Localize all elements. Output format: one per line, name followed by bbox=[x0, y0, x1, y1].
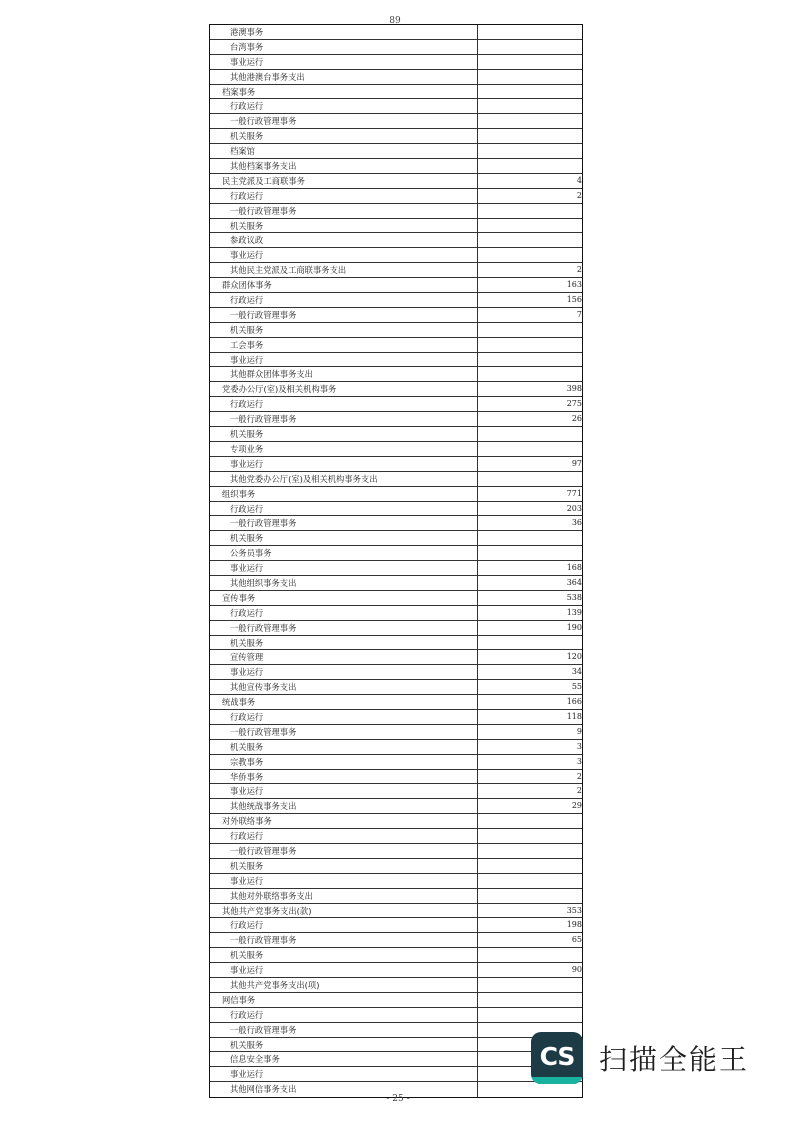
row-item-value: 55 bbox=[571, 682, 582, 692]
row-item-name: 行政运行 bbox=[210, 606, 478, 620]
row-item-name: 其他网信事务支出 bbox=[210, 1082, 478, 1097]
table-row bbox=[210, 472, 582, 487]
row-item-value bbox=[478, 531, 582, 545]
row-item-name: 行政运行 bbox=[210, 397, 478, 411]
row-item-name: 机关服务 bbox=[210, 531, 478, 545]
table-row bbox=[210, 308, 582, 323]
table-row bbox=[210, 844, 582, 859]
page-number: - 25 - bbox=[386, 1094, 410, 1104]
row-item-value bbox=[478, 948, 582, 962]
row-item-name: 一般行政管理事务 bbox=[210, 308, 478, 322]
row-item-value: 29 bbox=[571, 801, 582, 811]
row-item-name: 行政运行 bbox=[210, 293, 478, 307]
row-item-name: 信息安全事务 bbox=[210, 1052, 478, 1066]
row-item-name: 机关服务 bbox=[210, 219, 478, 233]
row-item-name: 其他统战事务支出 bbox=[210, 799, 478, 813]
row-item-name: 事业运行 bbox=[210, 248, 478, 262]
row-item-name: 机关服务 bbox=[210, 740, 478, 754]
row-item-value bbox=[478, 889, 582, 903]
row-item-name: 事业运行 bbox=[210, 1067, 478, 1081]
row-item-value: 3 bbox=[576, 756, 582, 766]
table-row bbox=[210, 25, 582, 40]
table-row bbox=[210, 1038, 582, 1053]
row-item-name: 党委办公厅(室)及相关机构事务 bbox=[210, 382, 478, 396]
row-item-name: 一般行政管理事务 bbox=[210, 844, 478, 858]
row-item-value: 198 bbox=[566, 920, 582, 930]
row-item-name: 一般行政管理事务 bbox=[210, 204, 478, 218]
row-item-value bbox=[478, 546, 582, 560]
table-row bbox=[210, 70, 582, 85]
table-row bbox=[210, 978, 582, 993]
row-item-value: 118 bbox=[566, 711, 582, 721]
row-item-value bbox=[478, 338, 582, 352]
row-item-value: 120 bbox=[566, 652, 582, 662]
row-item-name: 行政运行 bbox=[210, 1008, 478, 1022]
row-item-name: 一般行政管理事务 bbox=[210, 621, 478, 635]
table-row bbox=[210, 904, 582, 919]
row-item-name: 华侨事务 bbox=[210, 770, 478, 784]
row-item-name: 民主党派及工商联事务 bbox=[210, 174, 478, 188]
row-item-value bbox=[478, 442, 582, 456]
row-item-value: 771 bbox=[566, 488, 582, 498]
table-row bbox=[210, 397, 582, 412]
table-row bbox=[210, 710, 582, 725]
row-item-name: 统战事务 bbox=[210, 695, 478, 709]
row-item-name: 群众团体事务 bbox=[210, 278, 478, 292]
row-item-name: 事业运行 bbox=[210, 665, 478, 679]
table-row bbox=[210, 725, 582, 740]
row-item-name: 组织事务 bbox=[210, 487, 478, 501]
table-row bbox=[210, 695, 582, 710]
row-item-value: 139 bbox=[566, 607, 582, 617]
table-row bbox=[210, 784, 582, 799]
row-item-value: 4 bbox=[576, 175, 582, 185]
row-item-name: 行政运行 bbox=[210, 189, 478, 203]
row-item-name: 宣传事务 bbox=[210, 591, 478, 605]
table-row bbox=[210, 159, 582, 174]
table-row bbox=[210, 457, 582, 472]
row-item-name: 对外联络事务 bbox=[210, 814, 478, 828]
row-item-value bbox=[478, 129, 582, 143]
row-item-name: 行政运行 bbox=[210, 918, 478, 932]
row-item-name: 参政议政 bbox=[210, 233, 478, 247]
table-row bbox=[210, 427, 582, 442]
row-item-name: 行政运行 bbox=[210, 829, 478, 843]
row-item-name: 机关服务 bbox=[210, 323, 478, 337]
table-row bbox=[210, 546, 582, 561]
row-item-name: 专项业务 bbox=[210, 442, 478, 456]
row-item-value: 166 bbox=[566, 697, 582, 707]
table-row bbox=[210, 293, 582, 308]
table-row bbox=[210, 1052, 582, 1067]
table-row bbox=[210, 799, 582, 814]
row-item-value bbox=[478, 219, 582, 233]
row-item-value bbox=[478, 844, 582, 858]
table-row bbox=[210, 55, 582, 70]
row-item-value bbox=[478, 25, 582, 39]
row-item-value bbox=[478, 367, 582, 381]
row-item-name: 机关服务 bbox=[210, 948, 478, 962]
table-row bbox=[210, 323, 582, 338]
table-row bbox=[210, 606, 582, 621]
row-item-value bbox=[478, 248, 582, 262]
row-item-value bbox=[478, 814, 582, 828]
row-item-value: 34 bbox=[571, 667, 582, 677]
row-item-name: 一般行政管理事务 bbox=[210, 725, 478, 739]
row-item-value: 2 bbox=[576, 771, 582, 781]
row-item-value: 364 bbox=[566, 577, 582, 587]
row-item-value: 398 bbox=[566, 384, 582, 394]
row-item-value bbox=[478, 1082, 582, 1097]
logo-text: CS bbox=[539, 1041, 575, 1071]
row-item-value bbox=[478, 40, 582, 54]
row-item-value: 275 bbox=[566, 399, 582, 409]
row-item-value bbox=[478, 978, 582, 992]
table-row bbox=[210, 740, 582, 755]
table-row bbox=[210, 1067, 582, 1082]
row-item-name: 行政运行 bbox=[210, 99, 478, 113]
row-item-name: 工会事务 bbox=[210, 338, 478, 352]
table-row bbox=[210, 487, 582, 502]
table-row bbox=[210, 85, 582, 100]
row-item-name: 事业运行 bbox=[210, 353, 478, 367]
table-row bbox=[210, 859, 582, 874]
row-item-name: 网信事务 bbox=[210, 993, 478, 1007]
table-row bbox=[210, 114, 582, 129]
row-item-value bbox=[478, 993, 582, 1007]
row-item-name: 档案馆 bbox=[210, 144, 478, 158]
row-item-name: 事业运行 bbox=[210, 784, 478, 798]
table-row bbox=[210, 755, 582, 770]
table-row bbox=[210, 129, 582, 144]
row-item-value: 97 bbox=[571, 458, 582, 468]
row-item-value bbox=[478, 114, 582, 128]
table-row bbox=[210, 248, 582, 263]
row-item-name: 宣传管理 bbox=[210, 650, 478, 664]
table-row bbox=[210, 829, 582, 844]
row-item-name: 其他党委办公厅(室)及相关机构事务支出 bbox=[210, 472, 478, 486]
row-item-name: 其他共产党事务支出(款) bbox=[210, 904, 478, 918]
row-item-value: 9 bbox=[576, 726, 582, 736]
table-row bbox=[210, 650, 582, 665]
row-item-name: 行政运行 bbox=[210, 502, 478, 516]
row-item-value: 353 bbox=[566, 905, 582, 915]
table-row bbox=[210, 204, 582, 219]
table-row bbox=[210, 233, 582, 248]
table-row bbox=[210, 561, 582, 576]
table-row bbox=[210, 219, 582, 234]
row-item-name: 一般行政管理事务 bbox=[210, 412, 478, 426]
watermark-app-name: 扫描全能王 bbox=[599, 1043, 750, 1076]
table-row bbox=[210, 874, 582, 889]
camscanner-watermark bbox=[531, 1032, 749, 1084]
table-row bbox=[210, 382, 582, 397]
row-item-name: 事业运行 bbox=[210, 561, 478, 575]
row-item-value: 26 bbox=[571, 414, 582, 424]
table-row bbox=[210, 933, 582, 948]
row-item-name: 机关服务 bbox=[210, 859, 478, 873]
row-item-value: 3 bbox=[576, 741, 582, 751]
row-item-value: 7 bbox=[576, 309, 582, 319]
row-item-value bbox=[478, 472, 582, 486]
table-row bbox=[210, 814, 582, 829]
camscanner-logo-icon bbox=[531, 1032, 583, 1084]
row-item-value bbox=[478, 427, 582, 441]
row-item-value bbox=[478, 829, 582, 843]
table-row bbox=[210, 502, 582, 517]
row-item-value bbox=[478, 636, 582, 650]
table-row bbox=[210, 353, 582, 368]
row-item-value bbox=[478, 70, 582, 84]
table-row bbox=[210, 144, 582, 159]
row-item-name: 其他档案事务支出 bbox=[210, 159, 478, 173]
row-item-name: 机关服务 bbox=[210, 129, 478, 143]
row-item-name: 一般行政管理事务 bbox=[210, 1023, 478, 1037]
row-item-name: 机关服务 bbox=[210, 636, 478, 650]
row-item-value: 2 bbox=[576, 786, 582, 796]
table-row bbox=[210, 189, 582, 204]
row-item-name: 机关服务 bbox=[210, 1038, 478, 1052]
table-row bbox=[210, 665, 582, 680]
table-row bbox=[210, 1008, 582, 1023]
row-item-name: 事业运行 bbox=[210, 963, 478, 977]
row-item-name: 港澳事务 bbox=[210, 25, 478, 39]
logo-accent-bar bbox=[531, 1077, 583, 1084]
table-row bbox=[210, 770, 582, 785]
row-item-name: 其他民主党派及工商联事务支出 bbox=[210, 263, 478, 277]
row-item-value bbox=[478, 144, 582, 158]
row-item-value: 538 bbox=[566, 592, 582, 602]
table-row bbox=[210, 278, 582, 293]
row-item-value: 2 bbox=[576, 190, 582, 200]
table-row bbox=[210, 516, 582, 531]
row-item-value bbox=[478, 1008, 582, 1022]
table-row bbox=[210, 174, 582, 189]
row-item-value: 190 bbox=[566, 622, 582, 632]
table-row bbox=[210, 963, 582, 978]
row-item-value bbox=[478, 85, 582, 99]
table-row bbox=[210, 591, 582, 606]
row-item-name: 宗教事务 bbox=[210, 755, 478, 769]
table-row bbox=[210, 948, 582, 963]
table-row bbox=[210, 918, 582, 933]
row-item-name: 其他组织事务支出 bbox=[210, 576, 478, 590]
row-item-value: 168 bbox=[566, 563, 582, 573]
row-item-value: 203 bbox=[566, 503, 582, 513]
row-item-name: 机关服务 bbox=[210, 427, 478, 441]
row-item-value bbox=[478, 323, 582, 337]
row-item-value bbox=[478, 99, 582, 113]
row-item-name: 其他群众团体事务支出 bbox=[210, 367, 478, 381]
table-row bbox=[210, 1023, 582, 1038]
row-item-value bbox=[478, 55, 582, 69]
table-row bbox=[210, 263, 582, 278]
table-row bbox=[210, 636, 582, 651]
table-row bbox=[210, 680, 582, 695]
row-item-name: 事业运行 bbox=[210, 874, 478, 888]
table-row bbox=[210, 442, 582, 457]
row-item-value bbox=[478, 353, 582, 367]
table-row bbox=[210, 412, 582, 427]
row-item-name: 一般行政管理事务 bbox=[210, 114, 478, 128]
row-item-value: 163 bbox=[566, 280, 582, 290]
row-item-name: 公务员事务 bbox=[210, 546, 478, 560]
table-row bbox=[210, 889, 582, 904]
row-item-name: 行政运行 bbox=[210, 710, 478, 724]
table-row bbox=[210, 99, 582, 114]
row-item-name: 档案事务 bbox=[210, 85, 478, 99]
row-item-value: 2 bbox=[576, 265, 582, 275]
row-item-name: 其他共产党事务支出(项) bbox=[210, 978, 478, 992]
table-row bbox=[210, 621, 582, 636]
row-item-name: 事业运行 bbox=[210, 55, 478, 69]
row-item-name: 其他宣传事务支出 bbox=[210, 680, 478, 694]
row-item-value bbox=[478, 204, 582, 218]
table-row bbox=[210, 993, 582, 1008]
row-item-value bbox=[478, 233, 582, 247]
row-item-name: 台湾事务 bbox=[210, 40, 478, 54]
row-item-name: 其他港澳台事务支出 bbox=[210, 70, 478, 84]
row-item-name: 事业运行 bbox=[210, 457, 478, 471]
expenditure-table bbox=[209, 24, 583, 1098]
row-item-value: 36 bbox=[571, 518, 582, 528]
row-item-value bbox=[478, 859, 582, 873]
table-row bbox=[210, 576, 582, 591]
row-item-value bbox=[478, 874, 582, 888]
page-header-mark: 89 bbox=[389, 16, 401, 26]
table-row bbox=[210, 338, 582, 353]
row-item-name: 其他对外联络事务支出 bbox=[210, 889, 478, 903]
table-row bbox=[210, 367, 582, 382]
table-row bbox=[210, 40, 582, 55]
row-item-name: 一般行政管理事务 bbox=[210, 933, 478, 947]
table-row bbox=[210, 531, 582, 546]
row-item-value: 90 bbox=[571, 965, 582, 975]
row-item-name: 一般行政管理事务 bbox=[210, 516, 478, 530]
row-item-value: 65 bbox=[571, 935, 582, 945]
row-item-value bbox=[478, 159, 582, 173]
row-item-value: 156 bbox=[566, 295, 582, 305]
